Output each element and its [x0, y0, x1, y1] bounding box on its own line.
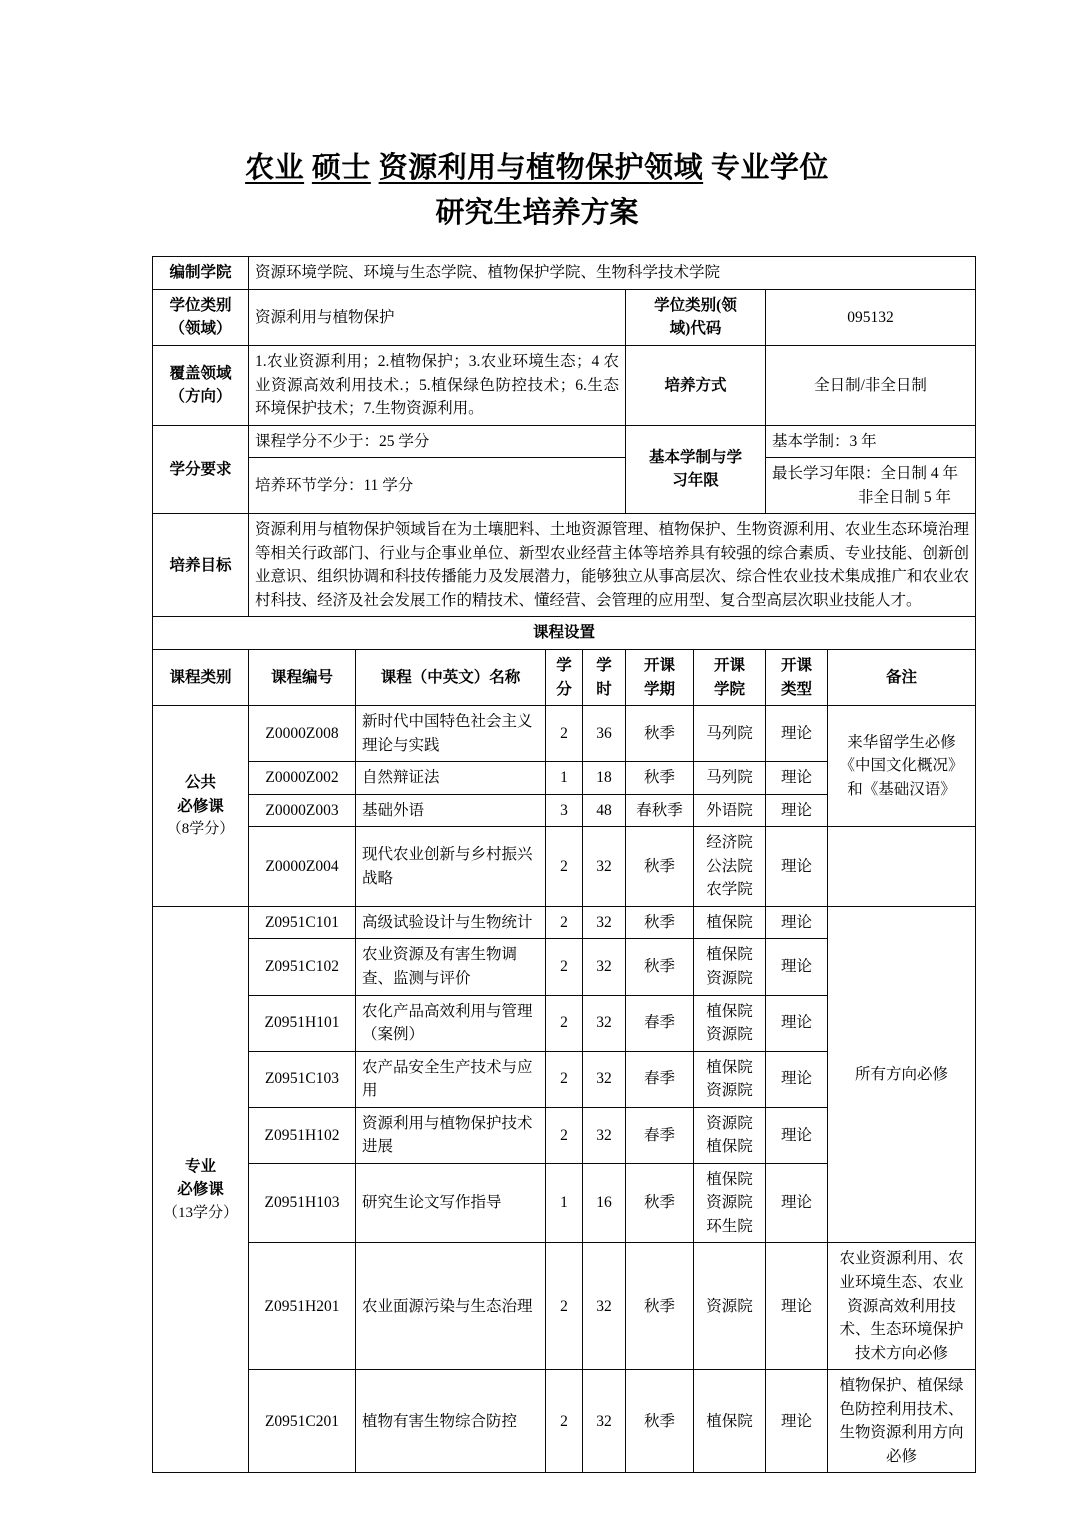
course-college: 马列院	[694, 762, 766, 795]
table-row-coverage	[153, 345, 976, 425]
header-remark: 备注	[828, 650, 976, 706]
title-degree-level: 硕士	[311, 152, 371, 184]
course-credit: 1	[546, 1163, 583, 1243]
course-credit: 1	[546, 762, 583, 795]
course-hours: 32	[583, 827, 626, 907]
course-remark: 农业资源利用、农业环境生态、农业资源高效利用技术、生态环境保护技术方向必修	[828, 1243, 976, 1370]
course-college-l2: 资源院	[706, 1194, 753, 1212]
course-type: 理论	[766, 1243, 828, 1370]
course-type: 理论	[766, 995, 828, 1051]
label-objective: 培养目标	[153, 514, 249, 617]
plan-table-wrapper	[152, 256, 975, 1473]
category-label-l2: 必修课	[177, 797, 224, 815]
course-code: Z0951C101	[249, 906, 356, 939]
course-college-l2: 资源院	[706, 1082, 753, 1100]
course-credit: 2	[546, 827, 583, 907]
course-remark: 来华留学生必修《中国文化概况》和《基础汉语》	[828, 706, 976, 827]
header-name: 课程（中英文）名称	[356, 650, 546, 706]
table-row	[153, 1370, 976, 1473]
course-credit: 2	[546, 1107, 583, 1163]
course-type: 理论	[766, 827, 828, 907]
value-course-credits: 课程学分不少于：25 学分	[249, 425, 626, 458]
title-line-2: 研究生培养方案	[435, 197, 639, 230]
course-term: 秋季	[626, 762, 694, 795]
course-remark: 植物保护、植保绿色防控利用技术、生物资源利用方向必修	[828, 1370, 976, 1473]
category-credits: （13学分）	[162, 1204, 238, 1221]
course-college-l1: 经济院	[706, 834, 753, 852]
course-type: 理论	[766, 706, 828, 762]
course-remark-empty	[828, 827, 976, 907]
table-row-courses-section	[153, 617, 976, 650]
course-type: 理论	[766, 794, 828, 827]
table-row-objective	[153, 514, 976, 617]
label-degree-category	[153, 289, 249, 345]
table-row-training-credits	[153, 458, 976, 514]
header-term-l1: 开课	[643, 657, 675, 674]
table-row	[153, 1243, 976, 1370]
label-duration-l1: 基本学制与学	[648, 448, 742, 466]
header-code: 课程编号	[249, 650, 356, 706]
course-college	[694, 1107, 766, 1163]
course-code: Z0951H102	[249, 1107, 356, 1163]
courses-section-title: 课程设置	[153, 617, 976, 650]
course-name: 植物有害生物综合防控	[356, 1370, 546, 1473]
course-type: 理论	[766, 939, 828, 995]
value-degree-code: 095132	[766, 289, 976, 345]
value-basic-duration: 基本学制：3 年	[766, 425, 976, 458]
value-max-duration	[766, 458, 976, 514]
course-name: 资源利用与植物保护技术进展	[356, 1107, 546, 1163]
category-label-l1: 专业	[184, 1157, 216, 1175]
course-term: 秋季	[626, 827, 694, 907]
course-term: 春季	[626, 1107, 694, 1163]
course-hours: 36	[583, 706, 626, 762]
label-coverage-l2: （方向）	[169, 388, 232, 406]
course-credit: 2	[546, 995, 583, 1051]
course-college-l1: 植保院	[706, 1002, 753, 1020]
table-row	[153, 706, 976, 762]
label-compiling-college: 编制学院	[153, 257, 249, 290]
label-training-mode: 培养方式	[626, 345, 766, 425]
header-term-l2: 学期	[643, 680, 675, 698]
header-hours	[583, 650, 626, 706]
course-type: 理论	[766, 762, 828, 795]
header-college-l2: 学院	[713, 680, 745, 698]
course-credit: 2	[546, 1051, 583, 1107]
value-max-duration-l2: 非全日制 5 年	[858, 488, 952, 506]
label-coverage	[153, 345, 249, 425]
course-name: 新时代中国特色社会主义理论与实践	[356, 706, 546, 762]
value-max-duration-l1: 最长学习年限：全日制 4 年	[772, 465, 959, 483]
course-college-l3: 农学院	[706, 881, 753, 899]
course-hours: 32	[583, 995, 626, 1051]
course-credit: 3	[546, 794, 583, 827]
course-college-l1: 资源院	[706, 1114, 753, 1132]
course-category-public	[153, 706, 249, 907]
course-name: 现代农业创新与乡村振兴战略	[356, 827, 546, 907]
course-hours: 32	[583, 1051, 626, 1107]
table-row	[153, 827, 976, 907]
course-term: 秋季	[626, 939, 694, 995]
course-hours: 32	[583, 1243, 626, 1370]
course-college-l2: 资源院	[706, 1026, 753, 1044]
category-label-l2: 必修课	[177, 1181, 224, 1199]
header-type-l1: 开课	[780, 657, 812, 674]
table-row-degree-category	[153, 289, 976, 345]
course-code: Z0000Z002	[249, 762, 356, 795]
course-term: 秋季	[626, 1370, 694, 1473]
title-degree-field: 农业	[245, 152, 305, 184]
title-line-1	[0, 148, 1074, 189]
course-term: 春季	[626, 995, 694, 1051]
course-term: 春季	[626, 1051, 694, 1107]
course-college: 植保院	[694, 1370, 766, 1473]
course-code: Z0951H201	[249, 1243, 356, 1370]
label-duration-l2: 习年限	[672, 472, 719, 490]
course-credit: 2	[546, 939, 583, 995]
course-term: 秋季	[626, 1243, 694, 1370]
course-college-l2: 植保院	[706, 1138, 753, 1156]
table-row-course-headers	[153, 650, 976, 706]
course-college-l1: 植保院	[706, 946, 753, 964]
course-category-major	[153, 906, 249, 1472]
course-name: 研究生论文写作指导	[356, 1163, 546, 1243]
title-suffix: 专业学位	[710, 152, 829, 184]
course-hours: 16	[583, 1163, 626, 1243]
course-name: 农产品安全生产技术与应用	[356, 1051, 546, 1107]
course-hours: 18	[583, 762, 626, 795]
category-label-l1: 公共	[184, 774, 216, 792]
course-type: 理论	[766, 906, 828, 939]
value-training-credits: 培养环节学分：11 学分	[249, 458, 626, 514]
course-credit: 2	[546, 706, 583, 762]
course-college-l2: 公法院	[706, 857, 753, 875]
course-credit: 2	[546, 1243, 583, 1370]
course-code: Z0000Z003	[249, 794, 356, 827]
course-college-l2: 资源院	[706, 970, 753, 988]
header-hours-l1: 学	[596, 657, 612, 674]
table-row	[153, 906, 976, 939]
header-type-l2: 类型	[780, 680, 812, 698]
header-term	[626, 650, 694, 706]
course-name: 农化产品高效利用与管理（案例）	[356, 995, 546, 1051]
course-hours: 32	[583, 1107, 626, 1163]
course-type: 理论	[766, 1107, 828, 1163]
course-type: 理论	[766, 1163, 828, 1243]
course-college-l3: 环生院	[706, 1217, 753, 1235]
course-name: 基础外语	[356, 794, 546, 827]
training-plan-table	[152, 256, 976, 1473]
label-degree-code	[626, 289, 766, 345]
course-hours: 32	[583, 1370, 626, 1473]
course-type: 理论	[766, 1051, 828, 1107]
header-credit	[546, 650, 583, 706]
course-college: 植保院	[694, 906, 766, 939]
course-college: 资源院	[694, 1243, 766, 1370]
course-code: Z0000Z008	[249, 706, 356, 762]
header-category: 课程类别	[153, 650, 249, 706]
course-code: Z0951C103	[249, 1051, 356, 1107]
label-credit-requirement: 学分要求	[153, 425, 249, 514]
course-college	[694, 995, 766, 1051]
course-hours: 32	[583, 939, 626, 995]
course-code: Z0000Z004	[249, 827, 356, 907]
table-row-course-credits	[153, 425, 976, 458]
course-college	[694, 1163, 766, 1243]
header-type	[766, 650, 828, 706]
label-coverage-l1: 覆盖领域	[169, 364, 232, 382]
course-hours: 48	[583, 794, 626, 827]
value-coverage: 1.农业资源利用；2.植物保护；3.农业环境生态；4 农业资源高效利用技术.；5.植保绿色防控技术；6.生态环境保护技术；7.生物资源利用。	[249, 345, 626, 425]
header-credit-l2: 分	[556, 680, 572, 698]
course-college-l1: 植保院	[706, 1058, 753, 1076]
course-name: 高级试验设计与生物统计	[356, 906, 546, 939]
course-name: 农业资源及有害生物调查、监测与评价	[356, 939, 546, 995]
header-college-l1: 开课	[713, 657, 745, 674]
label-degree-category-l1: 学位类别	[169, 296, 232, 314]
course-term: 春秋季	[626, 794, 694, 827]
title-domain: 资源利用与植物保护领域	[378, 152, 704, 184]
header-credit-l1: 学	[556, 657, 572, 674]
course-college	[694, 827, 766, 907]
course-term: 秋季	[626, 1163, 694, 1243]
course-code: Z0951C201	[249, 1370, 356, 1473]
header-college	[694, 650, 766, 706]
course-college	[694, 939, 766, 995]
value-objective: 资源利用与植物保护领域旨在为土壤肥料、土地资源管理、植物保护、生物资源利用、农业生态环境治理等相关行政部门、行业与企事业单位、新型农业经营主体等培养具有较强的综合素质、专业技能、创新创业意识、组织协调和科技传播能力及发展潜力，能够独立从事高层次、综合性农业技术集成推广和农业农村科技、经济及社会发展工作的精技术、懂经营、会管理的应用型、复合型高层次职业技能人才。	[249, 514, 976, 617]
course-college: 马列院	[694, 706, 766, 762]
course-term: 秋季	[626, 706, 694, 762]
course-code: Z0951H103	[249, 1163, 356, 1243]
course-term: 秋季	[626, 906, 694, 939]
course-hours: 32	[583, 906, 626, 939]
course-remark: 所有方向必修	[828, 906, 976, 1243]
value-training-mode: 全日制/非全日制	[766, 345, 976, 425]
label-degree-category-l2: （领域）	[169, 320, 232, 338]
course-code: Z0951H101	[249, 995, 356, 1051]
course-college-l1: 植保院	[706, 1170, 753, 1188]
page-title	[0, 0, 1074, 234]
value-degree-category: 资源利用与植物保护	[249, 289, 626, 345]
header-hours-l2: 时	[596, 680, 612, 698]
course-college	[694, 1051, 766, 1107]
course-name: 农业面源污染与生态治理	[356, 1243, 546, 1370]
course-college: 外语院	[694, 794, 766, 827]
course-type: 理论	[766, 1370, 828, 1473]
label-degree-code-l2: 域)代码	[669, 320, 722, 338]
label-duration	[626, 425, 766, 514]
course-code: Z0951C102	[249, 939, 356, 995]
course-credit: 2	[546, 1370, 583, 1473]
table-row-compiling-college	[153, 257, 976, 290]
course-name: 自然辩证法	[356, 762, 546, 795]
course-credit: 2	[546, 906, 583, 939]
category-credits: （8学分）	[166, 821, 235, 838]
value-compiling-college: 资源环境学院、环境与生态学院、植物保护学院、生物科学技术学院	[249, 257, 976, 290]
label-degree-code-l1: 学位类别(领	[654, 296, 737, 314]
